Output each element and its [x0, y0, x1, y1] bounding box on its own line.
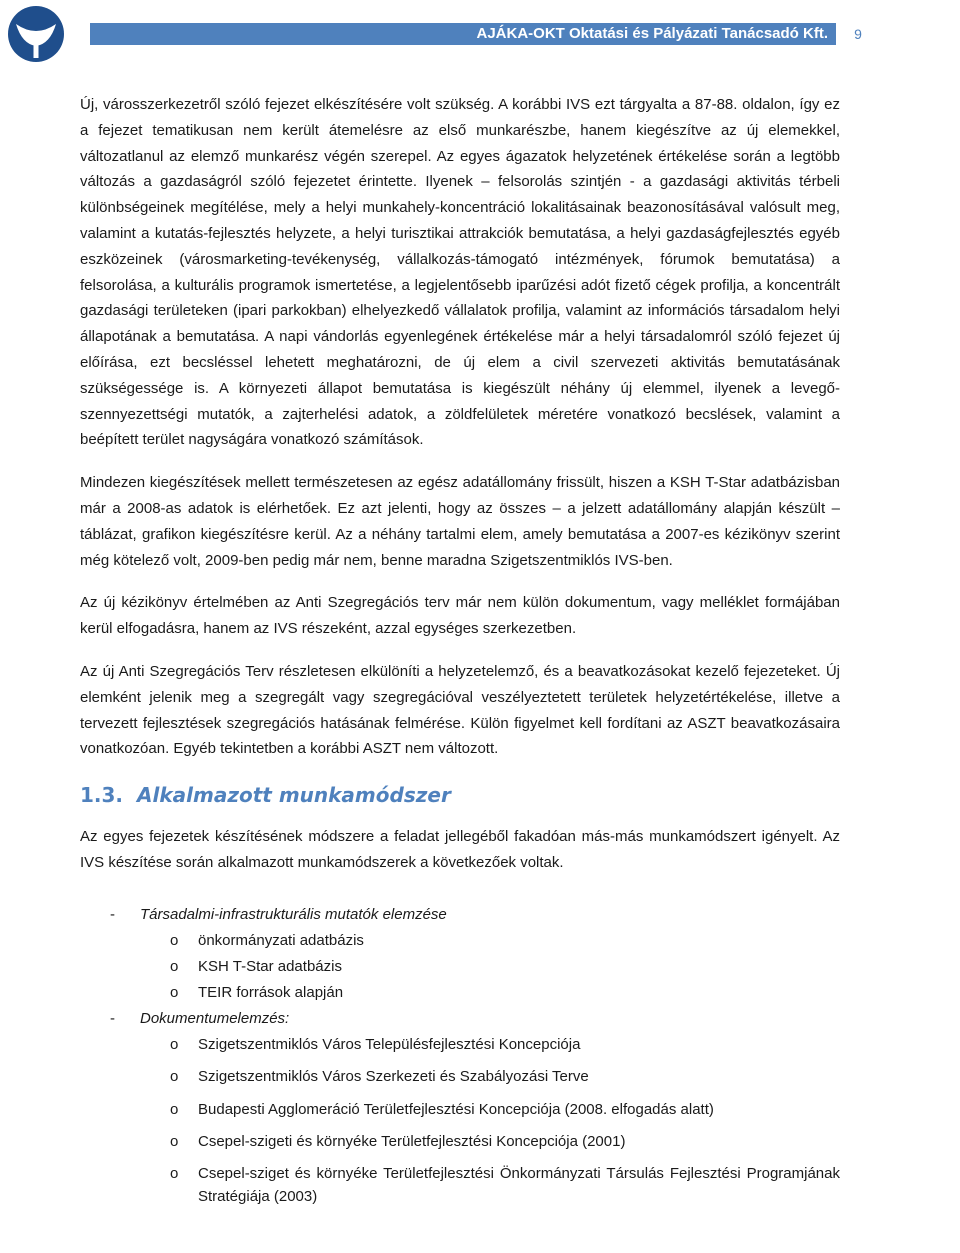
section-intro: Az egyes fejezetek készítésének módszere a feladat jellegéből fakadóan más-más munkamódszert igényelt. Az IVS készítése során alkalmazott munkamódszerek a következőek voltak. — [80, 828, 840, 871]
sub-list-item — [80, 1162, 840, 1208]
sub-list-item — [80, 1097, 840, 1123]
sub-list-item — [80, 1032, 840, 1058]
sub-list-item — [80, 928, 840, 954]
sub-item-text: Szigetszentmiklós Város Településfejlesztési Koncepciója — [198, 1035, 581, 1053]
sub-list-item — [80, 980, 840, 1006]
circle-bullet: o — [170, 1164, 179, 1182]
methods-list — [80, 902, 840, 1208]
paragraph: Mindezen kiegészítések mellett természetesen az egész adatállomány frissült, hiszen a KSH T-Star adatbázisban már a 2008-as adatok is elérhetőek. Ez azt jelenti, hogy az összes – a jelzett adatállomány alapján készült – táblázat, grafikon kiegészítésre kerül. Az a néhány tartalmi elem, amely bemutatása a 2007-es kézikönyv szerint még kötelező volt, 2009-ben pedig már nem, benne maradna Szigetszentmiklós IVS-ben. — [80, 474, 840, 569]
circle-bullet: o — [170, 1133, 179, 1151]
sub-list-item — [80, 1129, 840, 1155]
sub-item-text: Szigetszentmiklós Város Szerkezeti és Szabályozási Terve — [198, 1068, 589, 1086]
circle-bullet: o — [170, 931, 179, 949]
circle-bullet: o — [170, 1068, 179, 1086]
dash-bullet: - — [110, 905, 115, 923]
circle-bullet: o — [170, 1100, 179, 1118]
sub-item-text: KSH T-Star adatbázis — [198, 957, 342, 975]
paragraph: Az új Anti Szegregációs Terv részletesen elkülöníti a helyzetelemző, és a beavatkozásokat kezelő fejezeteket. Új elemként jelenik meg a szegregált vagy szegregációval veszélyeztetett területek helyzetértékelése, illetve a tervezett fejlesztések szegregációs hatásának felmérése. Külön figyelmet kell fordítani az ASZT beavatkozásaira vonatkozóan. Egyéb tekintetben a korábbi ASZT nem változott. — [80, 662, 840, 758]
company-logo-icon — [6, 4, 66, 64]
section-number: 1.3. — [80, 783, 124, 808]
document-body — [80, 92, 840, 1208]
section-title: Alkalmazott munkamódszer — [137, 783, 451, 808]
method-title: Dokumentumelemzés: — [140, 1009, 290, 1027]
method-title: Társadalmi-infrastrukturális mutatók elemzése — [140, 905, 447, 923]
list-item — [80, 902, 840, 928]
sub-list-item — [80, 1064, 840, 1090]
circle-bullet: o — [170, 957, 179, 975]
section-heading — [80, 782, 840, 808]
header-bar — [90, 23, 836, 45]
page-number: 9 — [854, 26, 862, 42]
sub-item-text: Budapesti Agglomeráció Területfejlesztési Koncepciója (2008. elfogadás alatt) — [198, 1100, 714, 1118]
sub-list-item — [80, 954, 840, 980]
paragraph: Új, városszerkezetről szóló fejezet elkészítésére volt szükség. A korábbi IVS ezt tárgyalta a 87-88. oldalon, így ez a fejezet tematikusan nem került átemelésre az első munkarészbe, hanem kiegészítve az új elemekkel, változatlanul az elemző munkarész végén szerepel. Az egyes ágazatok helyzetének értékelése során a legtöbb változás a gazdaságról szóló fejezetet érintette. Ilyenek – felsorolás szintjén - a gazdasági aktivitás térbeli különbségeinek megítélése, mely a helyi munkahely-koncentráció lokalitásainak beazonosításával valósult meg, valamint a kutatás-fejlesztés helyzete, a helyi turisztikai attrakciók bemutatása, a helyi gazdaságfejlesztés egyéb eszközeinek (városmarketing-tevékenység, vállalkozás-támogató intézmények, fórumok bemutatása) a felsorolása, a kulturális programok ismertetése, a legjelentősebb iparűzési adót fizető cégek profilja, a koncentrált gazdasági területeken (ipari parkokban) elhelyezkedő vállalatok profilja, valamint az információs társadalom helyi állapotának a bemutatása. A napi vándorlás egyenlegének értékelése már a helyi társadalomról szóló fejezet új előírása, ezt becsléssel lehetett meghatározni, de új elem a civil szervezeti aktivitás bemutatásának szükségessége is. A környezeti állapot bemutatása is kiegészült néhány új elemmel, ilyenek a levegő-szennyezettségi mutatók, a zajterhelési adatok, a zöldfelületek méretére vonatkozó becslések, valamint a beépített terület nagyságára vonatkozó számítások. — [80, 96, 840, 449]
sub-item-text: önkormányzati adatbázis — [198, 931, 364, 949]
header-company-name: AJÁKA-OKT Oktatási és Pályázati Tanácsadó Kft. — [476, 25, 828, 42]
dash-bullet: - — [110, 1009, 115, 1027]
sub-item-text: TEIR források alapján — [198, 983, 344, 1001]
paragraph: Az új kézikönyv értelmében az Anti Szegregációs terv már nem külön dokumentum, vagy melléklet formájában kerül elfogadásra, hanem az IVS részeként, azzal egységes szerkezetben. — [80, 594, 840, 638]
list-item — [80, 1006, 840, 1032]
sub-item-text: Csepel-sziget és környéke Területfejlesztési Önkormányzati Társulás Fejlesztési Programjának Stratégiája (2003) — [198, 1164, 840, 1205]
circle-bullet: o — [170, 1035, 179, 1053]
sub-item-text: Csepel-szigeti és környéke Területfejlesztési Koncepciója (2001) — [198, 1133, 626, 1151]
circle-bullet: o — [170, 983, 179, 1001]
